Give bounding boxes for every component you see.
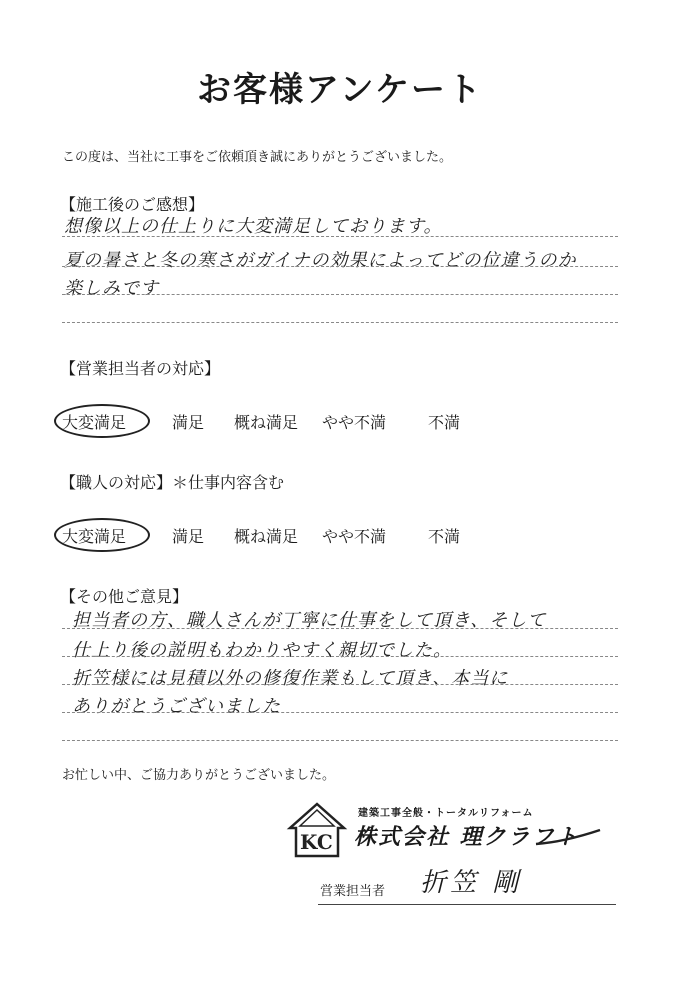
rating-option-very-satisfied[interactable]: 大変満足 [62,527,127,546]
rating-option-mostly-satisfied[interactable]: 概ね満足 [234,527,299,546]
rating-option-satisfied[interactable]: 満足 [172,413,205,432]
answer-rule [62,684,618,685]
other-line-1: 担当者の方、職人さんが丁寧に仕事をして頂き、そして [72,610,547,631]
section-heading-craftsman: 【職人の対応】＊仕事内容含む [60,473,285,492]
logo-tagline: 建築工事全般・トータルリフォーム [358,808,534,819]
section-heading-impression: 【施工後のご感想】 [60,195,205,214]
answer-rule [62,712,618,713]
intro-text: この度は、当社に工事をご依頼頂き誠にありがとうございました。 [62,150,453,165]
answer-rule [62,236,618,237]
section-heading-sales: 【営業担当者の対応】 [60,359,221,378]
section-heading-other: 【その他ご意見】 [60,587,189,606]
sales-rep-label: 営業担当者 [320,884,386,899]
signature-line [318,904,616,905]
logo-mark: KC [300,830,333,854]
impression-line-3: 楽しみです [64,278,159,299]
company-name: 株式会社 理クラフト [354,825,580,850]
rating-option-very-satisfied[interactable]: 大変満足 [62,413,127,432]
logo-swoosh-icon [534,828,604,848]
answer-rule [62,628,618,629]
rating-option-somewhat-dissatisfied[interactable]: やや不満 [322,527,387,546]
sales-rating-options [62,410,482,434]
other-line-3: 折笠様には見積以外の修復作業もして頂き、本当に [72,668,509,689]
impression-line-2: 夏の暑さと冬の寒さがガイナの効果によってどの位違うのか [64,250,577,271]
craftsman-rating-options [62,524,482,548]
rating-option-dissatisfied[interactable]: 不満 [428,413,461,432]
rating-option-somewhat-dissatisfied[interactable]: やや不満 [322,413,387,432]
other-line-4: ありがとうございました [72,696,281,717]
other-line-2: 仕上り後の説明もわかりやすく親切でした。 [72,640,452,661]
answer-rule [62,656,618,657]
page-title: お客様アンケート [197,70,483,110]
answer-rule [62,322,618,323]
sales-rep-signature: 折笠 剛 [420,868,523,898]
rating-option-satisfied[interactable]: 満足 [172,527,205,546]
answer-rule [62,266,618,267]
company-logo [286,800,606,860]
rating-option-mostly-satisfied[interactable]: 概ね満足 [234,413,299,432]
thank-you-footer: お忙しい中、ご協力ありがとうございました。 [62,768,336,783]
impression-line-1: 想像以上の仕上りに大変満足しております。 [64,216,443,237]
answer-rule [62,740,618,741]
answer-rule [62,294,618,295]
rating-option-dissatisfied[interactable]: 不満 [428,527,461,546]
